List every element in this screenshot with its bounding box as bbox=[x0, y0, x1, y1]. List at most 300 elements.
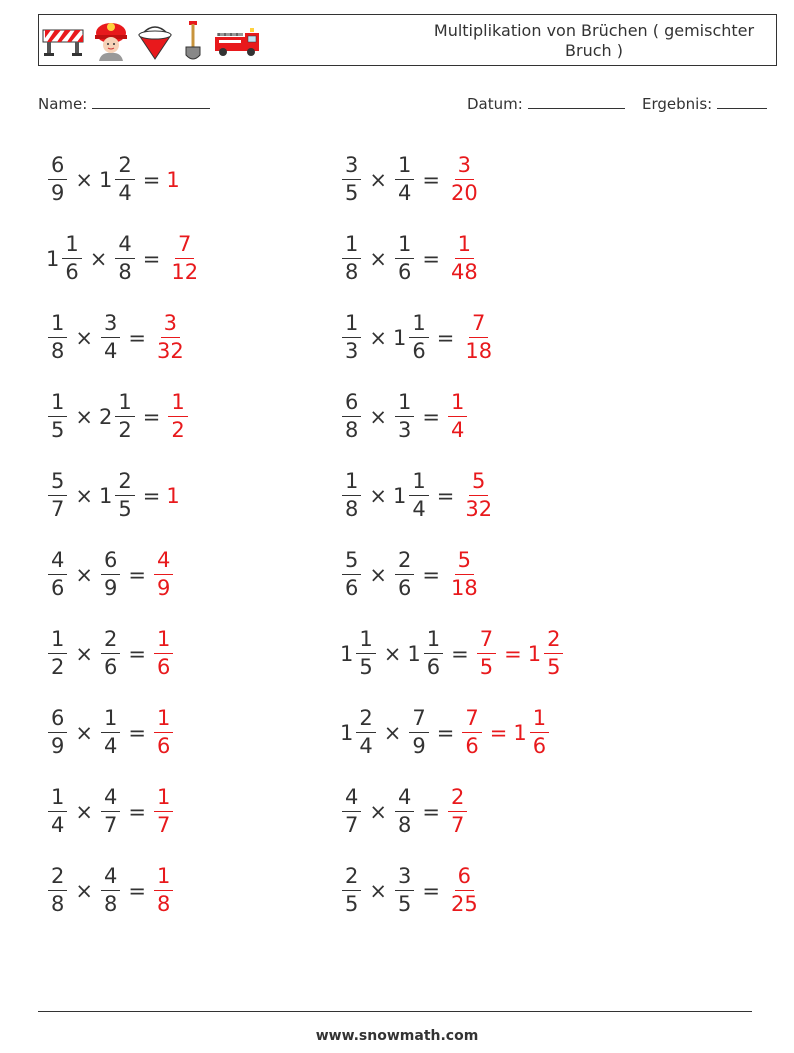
problem-row bbox=[340, 851, 565, 930]
problem-row bbox=[340, 693, 565, 772]
equals-sign: = bbox=[451, 641, 469, 666]
operand-a-fraction bbox=[48, 708, 67, 757]
answer bbox=[460, 313, 497, 362]
times-sign: × bbox=[75, 167, 93, 192]
times-sign: × bbox=[369, 483, 387, 508]
answer-numerator: 2 bbox=[544, 629, 563, 654]
answer-number bbox=[513, 708, 551, 757]
operand-b-fraction bbox=[395, 234, 414, 283]
result-line bbox=[717, 94, 767, 109]
operand-a-number bbox=[340, 708, 378, 757]
answer-number bbox=[166, 234, 203, 283]
operand-b-numerator: 2 bbox=[101, 629, 120, 654]
operand-a-fraction bbox=[356, 708, 375, 757]
footer-divider bbox=[38, 1011, 752, 1012]
operand-b-denominator: 6 bbox=[426, 655, 441, 679]
answer-fraction bbox=[154, 787, 173, 836]
times-sign: × bbox=[89, 246, 108, 271]
answer-fraction bbox=[448, 234, 481, 283]
problem-row bbox=[46, 772, 203, 851]
operand-b-denominator: 4 bbox=[103, 734, 118, 758]
operand-b-number bbox=[99, 866, 122, 915]
answer-denominator: 6 bbox=[465, 734, 479, 758]
answer-numerator: 1 bbox=[154, 629, 173, 654]
answer-numerator: 1 bbox=[154, 866, 173, 891]
answer-numerator: 2 bbox=[448, 787, 467, 812]
operand-a-fraction bbox=[342, 234, 361, 283]
operand-a-denominator: 6 bbox=[51, 576, 65, 600]
operand-a-denominator: 3 bbox=[345, 339, 359, 363]
operand-a-denominator: 8 bbox=[345, 260, 359, 284]
answer bbox=[446, 392, 469, 441]
problem-row bbox=[46, 614, 203, 693]
answer bbox=[460, 708, 551, 757]
operand-b-number bbox=[99, 313, 122, 362]
operand-a-fraction bbox=[342, 313, 361, 362]
operand-a-whole: 1 bbox=[340, 720, 354, 745]
operand-a-numerator: 1 bbox=[342, 234, 361, 259]
equals-sign: = bbox=[142, 404, 161, 429]
operand-a-numerator: 4 bbox=[342, 787, 361, 812]
operand-b-fraction bbox=[115, 392, 134, 441]
operand-b-numerator: 1 bbox=[395, 234, 414, 259]
operand-b-fraction bbox=[115, 234, 134, 283]
equals-sign: = bbox=[422, 799, 440, 824]
name-field bbox=[38, 94, 210, 113]
equals-sign: = bbox=[422, 878, 440, 903]
operand-b-denominator: 9 bbox=[412, 734, 426, 758]
header-icons bbox=[41, 19, 261, 63]
problem-row bbox=[340, 772, 565, 851]
operand-b-fraction bbox=[101, 313, 120, 362]
operand-a-numerator: 6 bbox=[48, 155, 67, 180]
times-sign: × bbox=[75, 562, 93, 587]
operand-a-number bbox=[340, 787, 363, 836]
equals-sign: = bbox=[142, 167, 161, 192]
answer bbox=[446, 787, 469, 836]
operand-a-number bbox=[46, 629, 69, 678]
operand-b-fraction bbox=[101, 550, 120, 599]
answer-numerator: 1 bbox=[168, 392, 187, 417]
operand-b-numerator: 4 bbox=[101, 787, 120, 812]
problem-row bbox=[340, 456, 565, 535]
operand-b-numerator: 4 bbox=[395, 787, 414, 812]
operand-a-denominator: 9 bbox=[51, 734, 65, 758]
times-sign: × bbox=[75, 799, 93, 824]
operand-a-denominator: 5 bbox=[345, 181, 359, 205]
operand-b-fraction bbox=[101, 629, 120, 678]
operand-a-number bbox=[340, 234, 363, 283]
operand-a-fraction bbox=[48, 392, 67, 441]
operand-b-denominator: 4 bbox=[103, 339, 118, 363]
answer-number bbox=[528, 629, 566, 678]
worksheet-header bbox=[38, 14, 777, 66]
operand-b-number bbox=[393, 155, 416, 204]
operand-b-denominator: 5 bbox=[118, 497, 132, 521]
operand-b-number bbox=[99, 708, 122, 757]
operand-a-number bbox=[46, 313, 69, 362]
answer-numerator: 3 bbox=[455, 155, 474, 180]
times-sign: × bbox=[75, 404, 93, 429]
name-line bbox=[92, 94, 210, 109]
operand-b-denominator: 4 bbox=[118, 181, 132, 205]
operand-b-numerator: 4 bbox=[101, 866, 120, 891]
times-sign: × bbox=[369, 878, 387, 903]
problem-row bbox=[46, 219, 203, 298]
operand-a-number bbox=[340, 866, 363, 915]
operand-b-numerator: 7 bbox=[409, 708, 428, 733]
operand-a-numerator: 5 bbox=[48, 471, 67, 496]
answer-whole: 1 bbox=[527, 641, 542, 666]
answer-fraction bbox=[168, 234, 201, 283]
operand-a-whole: 1 bbox=[340, 641, 354, 666]
road-barrier-icon bbox=[41, 24, 85, 58]
footer-url: www.snowmath.com bbox=[315, 1028, 479, 1044]
answer-fraction bbox=[448, 787, 467, 836]
operand-a-fraction bbox=[342, 392, 361, 441]
answer bbox=[166, 234, 203, 283]
operand-a-number bbox=[340, 471, 363, 520]
operand-b-fraction bbox=[409, 708, 428, 757]
operand-a-fraction bbox=[342, 866, 361, 915]
answer-numerator: 5 bbox=[469, 471, 488, 496]
answer-fraction bbox=[154, 629, 173, 678]
answer-number bbox=[166, 392, 189, 441]
operand-b-number bbox=[393, 234, 416, 283]
answer-fraction bbox=[544, 629, 563, 678]
answer-denominator: 18 bbox=[465, 339, 493, 363]
answer-fraction bbox=[448, 550, 481, 599]
times-sign: × bbox=[369, 167, 387, 192]
date-label: Datum: bbox=[467, 95, 523, 113]
answer-fraction bbox=[477, 629, 496, 678]
answer-denominator: 7 bbox=[450, 813, 465, 837]
operand-a-denominator: 4 bbox=[359, 734, 373, 758]
answer-number bbox=[152, 313, 189, 362]
answer-denominator: 12 bbox=[171, 260, 199, 284]
operand-b-number bbox=[99, 155, 137, 204]
operand-a-number bbox=[46, 471, 69, 520]
operand-a-fraction bbox=[342, 155, 361, 204]
answer-denominator: 2 bbox=[171, 418, 185, 442]
problem-row bbox=[46, 298, 203, 377]
operand-a-numerator: 1 bbox=[48, 787, 67, 812]
answer-fraction bbox=[154, 313, 187, 362]
problem-row bbox=[46, 535, 203, 614]
operand-b-fraction bbox=[409, 471, 428, 520]
worksheet-title: Multiplikation von Brüchen ( gemischter Bruch ) bbox=[433, 21, 755, 60]
answer bbox=[446, 155, 483, 204]
answer-denominator: 5 bbox=[547, 655, 561, 679]
answer-numerator: 7 bbox=[469, 313, 488, 338]
equals-sign: = bbox=[422, 562, 440, 587]
operand-a-numerator: 6 bbox=[48, 708, 67, 733]
answer-number bbox=[446, 866, 483, 915]
operand-a-denominator: 5 bbox=[359, 655, 373, 679]
answer bbox=[152, 708, 175, 757]
result-label: Ergebnis: bbox=[642, 95, 713, 113]
operand-b-fraction bbox=[395, 392, 414, 441]
operand-b-denominator: 8 bbox=[118, 260, 132, 284]
operand-a-number bbox=[46, 866, 69, 915]
operand-b-whole: 1 bbox=[392, 483, 407, 508]
operand-b-fraction bbox=[395, 155, 414, 204]
operand-b-numerator: 6 bbox=[101, 550, 120, 575]
operand-a-number bbox=[46, 392, 69, 441]
operand-b-denominator: 3 bbox=[397, 418, 412, 442]
operand-b-fraction bbox=[115, 471, 134, 520]
answer-numerator: 7 bbox=[477, 629, 496, 654]
times-sign: × bbox=[383, 720, 402, 745]
operand-a-number bbox=[46, 550, 69, 599]
operand-b-denominator: 4 bbox=[412, 497, 426, 521]
operand-b-numerator: 2 bbox=[115, 471, 134, 496]
operand-a-whole: 1 bbox=[46, 246, 60, 271]
answer-number bbox=[460, 313, 497, 362]
operand-a-numerator: 1 bbox=[62, 234, 81, 259]
operand-b-number bbox=[113, 234, 136, 283]
times-sign: × bbox=[75, 483, 93, 508]
times-sign: × bbox=[369, 404, 387, 429]
operand-a-denominator: 4 bbox=[51, 813, 65, 837]
operand-a-number bbox=[46, 787, 69, 836]
answer-number bbox=[152, 550, 175, 599]
answer-denominator: 6 bbox=[156, 655, 171, 679]
operand-a-denominator: 8 bbox=[345, 497, 359, 521]
answer-denominator: 25 bbox=[450, 892, 478, 916]
answer bbox=[152, 629, 175, 678]
answer-fraction bbox=[462, 708, 481, 757]
operand-a-denominator: 8 bbox=[51, 339, 65, 363]
answer-fraction bbox=[448, 392, 467, 441]
operand-a-numerator: 1 bbox=[356, 629, 375, 654]
answer-equals-sign: = bbox=[489, 720, 508, 745]
operand-b-numerator: 1 bbox=[409, 313, 428, 338]
operand-b-denominator: 6 bbox=[397, 260, 412, 284]
problem-row bbox=[340, 614, 565, 693]
operand-a-numerator: 1 bbox=[342, 471, 361, 496]
times-sign: × bbox=[369, 799, 387, 824]
answer bbox=[152, 313, 189, 362]
answer-numerator: 1 bbox=[154, 708, 173, 733]
problem-row bbox=[46, 377, 203, 456]
answer bbox=[460, 471, 497, 520]
operand-a-numerator: 1 bbox=[342, 313, 361, 338]
times-sign: × bbox=[383, 641, 402, 666]
operand-b-fraction bbox=[395, 866, 414, 915]
answer-denominator: 4 bbox=[450, 418, 465, 442]
operand-b-denominator: 6 bbox=[103, 655, 118, 679]
equals-sign: = bbox=[422, 167, 440, 192]
operand-b-numerator: 1 bbox=[115, 392, 134, 417]
operand-b-number bbox=[393, 313, 431, 362]
operand-b-fraction bbox=[395, 550, 414, 599]
answer-numerator: 1 bbox=[448, 392, 467, 417]
operand-a-number bbox=[46, 234, 84, 283]
operand-b-number bbox=[393, 471, 431, 520]
equals-sign: = bbox=[436, 483, 455, 508]
answer-whole: 1 bbox=[166, 167, 180, 192]
problem-row bbox=[46, 693, 203, 772]
times-sign: × bbox=[75, 641, 93, 666]
answer bbox=[152, 787, 175, 836]
problem-row bbox=[340, 140, 565, 219]
operand-b-number bbox=[407, 629, 445, 678]
times-sign: × bbox=[75, 878, 93, 903]
answer bbox=[475, 629, 566, 678]
operand-a-denominator: 5 bbox=[345, 892, 359, 916]
operand-b-denominator: 6 bbox=[397, 576, 412, 600]
operand-b-numerator: 1 bbox=[395, 392, 414, 417]
answer-denominator: 7 bbox=[156, 813, 171, 837]
operand-a-fraction bbox=[48, 866, 67, 915]
fire-bucket-icon bbox=[137, 19, 173, 63]
operand-a-fraction bbox=[48, 550, 67, 599]
answer bbox=[166, 392, 189, 441]
problem-row bbox=[46, 456, 203, 535]
date-field bbox=[467, 94, 625, 113]
answer-number bbox=[152, 787, 175, 836]
date-line bbox=[528, 94, 625, 109]
operand-a-number bbox=[46, 155, 69, 204]
answer-numerator: 4 bbox=[154, 550, 173, 575]
operand-a-denominator: 9 bbox=[51, 181, 65, 205]
operand-b-numerator: 2 bbox=[395, 550, 414, 575]
times-sign: × bbox=[75, 325, 93, 350]
operand-a-numerator: 1 bbox=[48, 392, 67, 417]
operand-b-number bbox=[407, 708, 430, 757]
answer-whole: 1 bbox=[513, 720, 527, 745]
operand-b-numerator: 1 bbox=[101, 708, 120, 733]
operand-b-whole: 1 bbox=[407, 641, 421, 666]
equals-sign: = bbox=[142, 246, 161, 271]
problems-right-column bbox=[340, 140, 565, 930]
operand-a-number bbox=[340, 392, 363, 441]
answer-number bbox=[152, 866, 175, 915]
operand-a-numerator: 2 bbox=[342, 866, 361, 891]
answer-fraction bbox=[448, 155, 481, 204]
equals-sign: = bbox=[436, 325, 455, 350]
operand-a-fraction bbox=[48, 471, 67, 520]
operand-a-number bbox=[46, 708, 69, 757]
times-sign: × bbox=[75, 720, 93, 745]
operand-b-whole: 1 bbox=[98, 167, 113, 192]
equals-sign: = bbox=[128, 878, 146, 903]
operand-a-fraction bbox=[342, 787, 361, 836]
answer-number bbox=[460, 471, 497, 520]
operand-b-numerator: 1 bbox=[395, 155, 414, 180]
equals-sign: = bbox=[128, 799, 146, 824]
operand-a-numerator: 5 bbox=[342, 550, 361, 575]
operand-b-number bbox=[99, 471, 137, 520]
answer bbox=[446, 234, 483, 283]
answer-denominator: 48 bbox=[450, 260, 478, 284]
equals-sign: = bbox=[142, 483, 161, 508]
answer-equals-sign: = bbox=[504, 641, 522, 666]
answer-numerator: 1 bbox=[455, 234, 474, 259]
equals-sign: = bbox=[128, 641, 146, 666]
answer-number bbox=[475, 629, 498, 678]
answer-denominator: 20 bbox=[450, 181, 478, 205]
operand-b-denominator: 5 bbox=[397, 892, 412, 916]
answer-number bbox=[166, 168, 180, 192]
answer-numerator: 6 bbox=[455, 866, 474, 891]
answer-numerator: 7 bbox=[462, 708, 481, 733]
fire-truck-icon bbox=[213, 23, 261, 59]
operand-b-fraction bbox=[101, 866, 120, 915]
operand-b-denominator: 2 bbox=[118, 418, 132, 442]
operand-b-whole: 1 bbox=[392, 325, 407, 350]
operand-b-numerator: 3 bbox=[101, 313, 120, 338]
answer-fraction bbox=[154, 866, 173, 915]
operand-b-denominator: 8 bbox=[397, 813, 412, 837]
answer-number bbox=[166, 484, 180, 508]
operand-a-denominator: 8 bbox=[51, 892, 65, 916]
problem-row bbox=[340, 535, 565, 614]
answer-denominator: 9 bbox=[156, 576, 171, 600]
shovel-icon bbox=[179, 19, 207, 63]
operand-a-fraction bbox=[48, 629, 67, 678]
problems-left-column bbox=[46, 140, 203, 930]
operand-b-numerator: 2 bbox=[115, 155, 134, 180]
operand-a-numerator: 2 bbox=[48, 866, 67, 891]
operand-b-numerator: 1 bbox=[409, 471, 428, 496]
answer-denominator: 6 bbox=[532, 734, 547, 758]
answer-number bbox=[152, 629, 175, 678]
operand-a-numerator: 2 bbox=[356, 708, 375, 733]
times-sign: × bbox=[369, 562, 387, 587]
equals-sign: = bbox=[128, 720, 146, 745]
operand-b-fraction bbox=[424, 629, 443, 678]
answer-number bbox=[446, 392, 469, 441]
operand-a-numerator: 1 bbox=[48, 629, 67, 654]
answer-fraction bbox=[154, 708, 173, 757]
answer bbox=[446, 550, 483, 599]
operand-b-fraction bbox=[395, 787, 414, 836]
operand-a-fraction bbox=[356, 629, 375, 678]
operand-a-denominator: 7 bbox=[345, 813, 359, 837]
operand-b-numerator: 4 bbox=[115, 234, 134, 259]
times-sign: × bbox=[369, 325, 387, 350]
operand-a-number bbox=[340, 155, 363, 204]
operand-a-denominator: 8 bbox=[345, 418, 359, 442]
operand-b-number bbox=[99, 787, 122, 836]
answer-fraction bbox=[154, 550, 173, 599]
answer-number bbox=[446, 787, 469, 836]
operand-b-denominator: 7 bbox=[103, 813, 118, 837]
answer-denominator: 8 bbox=[156, 892, 171, 916]
times-sign: × bbox=[369, 246, 387, 271]
operand-a-numerator: 6 bbox=[342, 392, 361, 417]
answer-whole: 1 bbox=[166, 483, 180, 508]
operand-b-whole: 1 bbox=[98, 483, 113, 508]
operand-b-fraction bbox=[101, 787, 120, 836]
answer-number bbox=[460, 708, 483, 757]
answer-number bbox=[446, 234, 483, 283]
answer-numerator: 7 bbox=[175, 234, 194, 259]
operand-a-numerator: 1 bbox=[48, 313, 67, 338]
operand-b-numerator: 3 bbox=[395, 866, 414, 891]
firefighter-icon bbox=[91, 19, 131, 63]
operand-a-number bbox=[340, 313, 363, 362]
equals-sign: = bbox=[422, 246, 440, 271]
problem-row bbox=[46, 140, 203, 219]
answer bbox=[446, 866, 483, 915]
operand-b-denominator: 8 bbox=[103, 892, 118, 916]
answer-denominator: 32 bbox=[156, 339, 184, 363]
answer bbox=[152, 866, 175, 915]
operand-a-fraction bbox=[62, 234, 81, 283]
